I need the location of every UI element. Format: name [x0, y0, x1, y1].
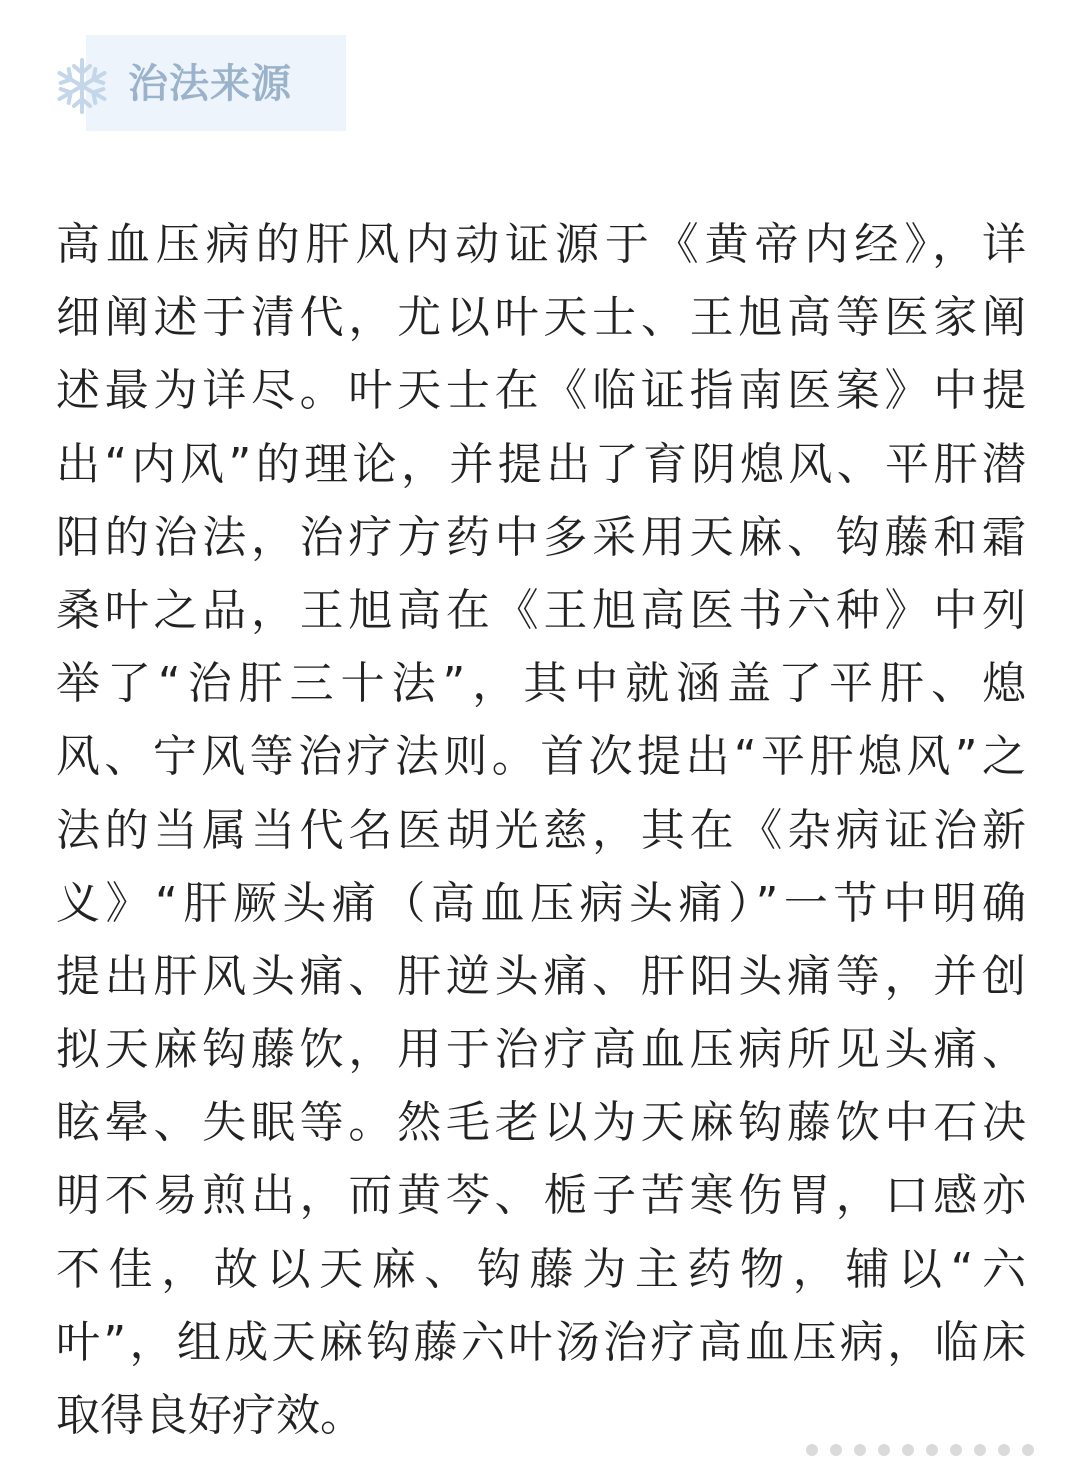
section-title: 治法来源 [128, 61, 292, 107]
article-line: 阳的治法，治疗方药中多采用天麻、钩藤和霜 [56, 511, 1026, 563]
article-line: 叶”，组成天麻钩藤六叶汤治疗高血压病，临床 [56, 1316, 1026, 1368]
article-line: 提出肝风头痛、肝逆头痛、肝阳头痛等，并创 [56, 950, 1026, 1002]
article-body [56, 208, 1026, 1452]
article-line: 细阐述于清代，尤以叶天士、王旭高等医家阐 [56, 292, 1026, 344]
article-line: 桑叶之品，王旭高在《王旭高医书六种》中列 [56, 584, 1026, 636]
article-line: 法的当属当代名医胡光慈，其在《杂病证治新 [56, 804, 1026, 856]
snowflake-icon [52, 56, 112, 116]
article-line: 高血压病的肝风内动证源于《黄帝内经》，详 [56, 219, 1026, 270]
article-line: 眩晕、失眠等。然毛老以为天麻钩藤饮中石决 [56, 1097, 1026, 1149]
article-line: 义》“肝厥头痛（高血压病头痛）”一节中明确 [56, 877, 1026, 929]
article-line: 举了“治肝三十法”，其中就涵盖了平肝、熄 [56, 658, 1026, 710]
article-line: 出“内风”的理论，并提出了育阴熄风、平肝潜 [56, 438, 1026, 490]
article-line: 不佳，故以天麻、钩藤为主药物，辅以“六 [56, 1243, 1026, 1295]
article-line: 明不易煎出，而黄芩、栀子苦寒伤胃，口感亦 [56, 1170, 1026, 1222]
article-line: 拟天麻钩藤饮，用于治疗高血压病所见头痛、 [56, 1024, 1026, 1076]
article-line: 风、宁风等治疗法则。首次提出“平肝熄风”之 [56, 731, 1026, 783]
article-line: 取得良好疗效。 [56, 1390, 364, 1441]
article-line: 述最为详尽。叶天士在《临证指南医案》中提 [56, 365, 1026, 417]
